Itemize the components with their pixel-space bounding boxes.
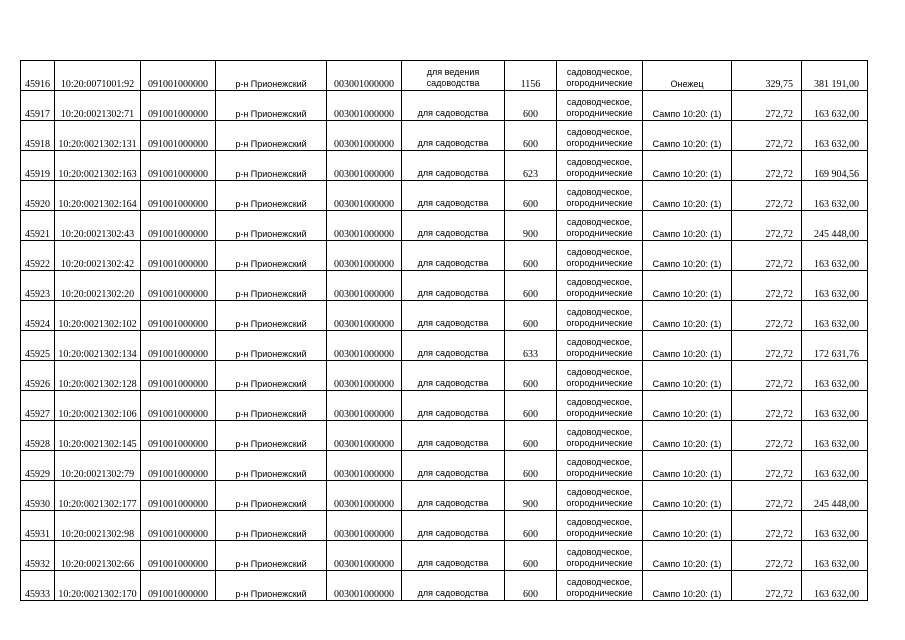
oktmo-code-cell: 003001000000 [327,211,402,241]
cadastral-number-cell: 10:20:0071001:92 [55,61,141,91]
okato-code-cell: 091001000000 [141,271,216,301]
district-cell: р-н Прионежский [216,211,327,241]
table-row [21,481,868,511]
location-cell: Сампо 10:20: (1) [643,571,732,601]
district-cell: р-н Прионежский [216,541,327,571]
district-cell: р-н Прионежский [216,241,327,271]
cadastral-number-cell: 10:20:0021302:134 [55,331,141,361]
oktmo-code-cell: 003001000000 [327,451,402,481]
table-row [21,61,868,91]
table-row [21,271,868,301]
district-cell: р-н Прионежский [216,91,327,121]
district-cell: р-н Прионежский [216,481,327,511]
oktmo-code-cell: 003001000000 [327,331,402,361]
cadastral-number-cell: 10:20:0021302:128 [55,361,141,391]
area-cell: 900 [505,481,557,511]
district-cell: р-н Прионежский [216,121,327,151]
cadastral-value-cell: 163 632,00 [802,541,868,571]
land-category-cell: садоводческое, огороднические [557,151,643,181]
okato-code-cell: 091001000000 [141,331,216,361]
oktmo-code-cell: 003001000000 [327,151,402,181]
cadastral-number-cell: 10:20:0021302:42 [55,241,141,271]
cadastral-value-cell: 163 632,00 [802,301,868,331]
cadastral-number-cell: 10:20:0021302:131 [55,121,141,151]
table-row [21,361,868,391]
district-cell: р-н Прионежский [216,151,327,181]
land-use-purpose-cell: для садоводства [402,391,505,421]
okato-code-cell: 091001000000 [141,301,216,331]
cadastral-value-cell: 245 448,00 [802,481,868,511]
specific-value-cell: 272,72 [732,91,802,121]
oktmo-code-cell: 003001000000 [327,511,402,541]
oktmo-code-cell: 003001000000 [327,541,402,571]
land-use-purpose-cell: для садоводства [402,241,505,271]
location-cell: Сампо 10:20: (1) [643,331,732,361]
location-cell: Сампо 10:20: (1) [643,301,732,331]
land-category-cell: садоводческое, огороднические [557,571,643,601]
table-row [21,451,868,481]
specific-value-cell: 272,72 [732,451,802,481]
okato-code-cell: 091001000000 [141,451,216,481]
cadastral-number-cell: 10:20:0021302:98 [55,511,141,541]
district-cell: р-н Прионежский [216,451,327,481]
district-cell: р-н Прионежский [216,571,327,601]
area-cell: 600 [505,301,557,331]
specific-value-cell: 272,72 [732,241,802,271]
oktmo-code-cell: 003001000000 [327,571,402,601]
specific-value-cell: 272,72 [732,421,802,451]
location-cell: Сампо 10:20: (1) [643,91,732,121]
okato-code-cell: 091001000000 [141,151,216,181]
row-number-cell: 45928 [21,421,55,451]
oktmo-code-cell: 003001000000 [327,121,402,151]
okato-code-cell: 091001000000 [141,571,216,601]
area-cell: 600 [505,241,557,271]
area-cell: 600 [505,121,557,151]
specific-value-cell: 329,75 [732,61,802,91]
land-category-cell: садоводческое, огороднические [557,391,643,421]
area-cell: 633 [505,331,557,361]
cadastral-number-cell: 10:20:0021302:102 [55,301,141,331]
area-cell: 600 [505,541,557,571]
row-number-cell: 45925 [21,331,55,361]
table-row [21,241,868,271]
location-cell: Сампо 10:20: (1) [643,541,732,571]
row-number-cell: 45922 [21,241,55,271]
land-category-cell: садоводческое, огороднические [557,511,643,541]
table-row [21,571,868,601]
land-use-purpose-cell: для садоводства [402,301,505,331]
cadastral-value-cell: 163 632,00 [802,181,868,211]
land-category-cell: садоводческое, огороднические [557,301,643,331]
table-row [21,511,868,541]
specific-value-cell: 272,72 [732,121,802,151]
cadastral-value-cell: 163 632,00 [802,91,868,121]
table-row [21,121,868,151]
row-number-cell: 45916 [21,61,55,91]
area-cell: 600 [505,511,557,541]
row-number-cell: 45919 [21,151,55,181]
area-cell: 600 [505,451,557,481]
land-category-cell: садоводческое, огороднические [557,91,643,121]
district-cell: р-н Прионежский [216,421,327,451]
land-use-purpose-cell: для садоводства [402,571,505,601]
row-number-cell: 45917 [21,91,55,121]
location-cell: Сампо 10:20: (1) [643,271,732,301]
okato-code-cell: 091001000000 [141,421,216,451]
row-number-cell: 45921 [21,211,55,241]
row-number-cell: 45920 [21,181,55,211]
oktmo-code-cell: 003001000000 [327,421,402,451]
district-cell: р-н Прионежский [216,181,327,211]
table-row [21,331,868,361]
location-cell: Сампо 10:20: (1) [643,391,732,421]
oktmo-code-cell: 003001000000 [327,181,402,211]
row-number-cell: 45932 [21,541,55,571]
area-cell: 623 [505,151,557,181]
area-cell: 900 [505,211,557,241]
cadastral-number-cell: 10:20:0021302:170 [55,571,141,601]
cadastral-number-cell: 10:20:0021302:71 [55,91,141,121]
cadastral-number-cell: 10:20:0021302:79 [55,451,141,481]
specific-value-cell: 272,72 [732,541,802,571]
location-cell: Сампо 10:20: (1) [643,421,732,451]
location-cell: Онежец [643,61,732,91]
area-cell: 600 [505,271,557,301]
row-number-cell: 45933 [21,571,55,601]
land-use-purpose-cell: для садоводства [402,91,505,121]
district-cell: р-н Прионежский [216,271,327,301]
okato-code-cell: 091001000000 [141,91,216,121]
land-use-purpose-cell: для садоводства [402,211,505,241]
row-number-cell: 45926 [21,361,55,391]
oktmo-code-cell: 003001000000 [327,241,402,271]
row-number-cell: 45923 [21,271,55,301]
row-number-cell: 45929 [21,451,55,481]
table-row [21,391,868,421]
cadastral-value-cell: 163 632,00 [802,571,868,601]
cadastral-number-cell: 10:20:0021302:164 [55,181,141,211]
district-cell: р-н Прионежский [216,301,327,331]
okato-code-cell: 091001000000 [141,121,216,151]
location-cell: Сампо 10:20: (1) [643,151,732,181]
district-cell: р-н Прионежский [216,61,327,91]
location-cell: Сампо 10:20: (1) [643,511,732,541]
area-cell: 600 [505,181,557,211]
cadastral-number-cell: 10:20:0021302:163 [55,151,141,181]
cadastral-value-cell: 163 632,00 [802,391,868,421]
cadastral-value-cell: 163 632,00 [802,511,868,541]
land-use-purpose-cell: для садоводства [402,421,505,451]
land-use-purpose-cell: для ведения садоводства [402,61,505,91]
okato-code-cell: 091001000000 [141,511,216,541]
specific-value-cell: 272,72 [732,391,802,421]
table-row [21,421,868,451]
location-cell: Сампо 10:20: (1) [643,451,732,481]
cadastral-value-cell: 163 632,00 [802,451,868,481]
oktmo-code-cell: 003001000000 [327,91,402,121]
land-use-purpose-cell: для садоводства [402,271,505,301]
cadastral-number-cell: 10:20:0021302:66 [55,541,141,571]
table-row [21,211,868,241]
land-category-cell: садоводческое, огороднические [557,271,643,301]
cadastral-value-cell: 172 631,76 [802,331,868,361]
land-category-cell: садоводческое, огороднические [557,361,643,391]
specific-value-cell: 272,72 [732,211,802,241]
land-category-cell: садоводческое, огороднические [557,541,643,571]
specific-value-cell: 272,72 [732,481,802,511]
land-use-purpose-cell: для садоводства [402,181,505,211]
oktmo-code-cell: 003001000000 [327,481,402,511]
cadastral-value-cell: 169 904,56 [802,151,868,181]
land-category-cell: садоводческое, огороднические [557,331,643,361]
cadastral-number-cell: 10:20:0021302:43 [55,211,141,241]
cadastral-number-cell: 10:20:0021302:177 [55,481,141,511]
cadastral-value-cell: 163 632,00 [802,271,868,301]
location-cell: Сампо 10:20: (1) [643,361,732,391]
cadastral-number-cell: 10:20:0021302:106 [55,391,141,421]
cadastral-value-table [20,60,868,601]
okato-code-cell: 091001000000 [141,61,216,91]
oktmo-code-cell: 003001000000 [327,301,402,331]
land-use-purpose-cell: для садоводства [402,331,505,361]
area-cell: 600 [505,571,557,601]
location-cell: Сампо 10:20: (1) [643,481,732,511]
specific-value-cell: 272,72 [732,271,802,301]
district-cell: р-н Прионежский [216,331,327,361]
location-cell: Сампо 10:20: (1) [643,181,732,211]
land-category-cell: садоводческое, огороднические [557,241,643,271]
specific-value-cell: 272,72 [732,571,802,601]
land-category-cell: садоводческое, огороднические [557,481,643,511]
row-number-cell: 45927 [21,391,55,421]
land-category-cell: садоводческое, огороднические [557,121,643,151]
oktmo-code-cell: 003001000000 [327,271,402,301]
location-cell: Сампо 10:20: (1) [643,211,732,241]
oktmo-code-cell: 003001000000 [327,61,402,91]
district-cell: р-н Прионежский [216,361,327,391]
cadastral-value-cell: 163 632,00 [802,121,868,151]
specific-value-cell: 272,72 [732,511,802,541]
okato-code-cell: 091001000000 [141,181,216,211]
row-number-cell: 45924 [21,301,55,331]
cadastral-value-cell: 163 632,00 [802,361,868,391]
land-category-cell: садоводческое, огороднические [557,451,643,481]
land-use-purpose-cell: для садоводства [402,361,505,391]
okato-code-cell: 091001000000 [141,481,216,511]
cadastral-value-cell: 163 632,00 [802,241,868,271]
land-category-cell: садоводческое, огороднические [557,211,643,241]
okato-code-cell: 091001000000 [141,361,216,391]
okato-code-cell: 091001000000 [141,391,216,421]
table-row [21,181,868,211]
specific-value-cell: 272,72 [732,181,802,211]
land-use-purpose-cell: для садоводства [402,481,505,511]
area-cell: 600 [505,91,557,121]
specific-value-cell: 272,72 [732,151,802,181]
area-cell: 600 [505,361,557,391]
cadastral-number-cell: 10:20:0021302:145 [55,421,141,451]
land-category-cell: садоводческое, огороднические [557,181,643,211]
land-use-purpose-cell: для садоводства [402,151,505,181]
location-cell: Сампо 10:20: (1) [643,121,732,151]
area-cell: 1156 [505,61,557,91]
table-row [21,541,868,571]
district-cell: р-н Прионежский [216,391,327,421]
area-cell: 600 [505,391,557,421]
cadastral-number-cell: 10:20:0021302:20 [55,271,141,301]
specific-value-cell: 272,72 [732,361,802,391]
oktmo-code-cell: 003001000000 [327,391,402,421]
table-row [21,301,868,331]
okato-code-cell: 091001000000 [141,211,216,241]
table-row [21,151,868,181]
specific-value-cell: 272,72 [732,301,802,331]
land-use-purpose-cell: для садоводства [402,451,505,481]
row-number-cell: 45918 [21,121,55,151]
okato-code-cell: 091001000000 [141,241,216,271]
oktmo-code-cell: 003001000000 [327,361,402,391]
district-cell: р-н Прионежский [216,511,327,541]
location-cell: Сампо 10:20: (1) [643,241,732,271]
cadastral-value-cell: 245 448,00 [802,211,868,241]
row-number-cell: 45931 [21,511,55,541]
cadastral-value-cell: 163 632,00 [802,421,868,451]
land-use-purpose-cell: для садоводства [402,541,505,571]
area-cell: 600 [505,421,557,451]
specific-value-cell: 272,72 [732,331,802,361]
table-body [21,61,868,601]
land-category-cell: садоводческое, огороднические [557,421,643,451]
land-use-purpose-cell: для садоводства [402,121,505,151]
okato-code-cell: 091001000000 [141,541,216,571]
land-category-cell: садоводческое, огороднические [557,61,643,91]
row-number-cell: 45930 [21,481,55,511]
land-use-purpose-cell: для садоводства [402,511,505,541]
table-row [21,91,868,121]
cadastral-value-cell: 381 191,00 [802,61,868,91]
